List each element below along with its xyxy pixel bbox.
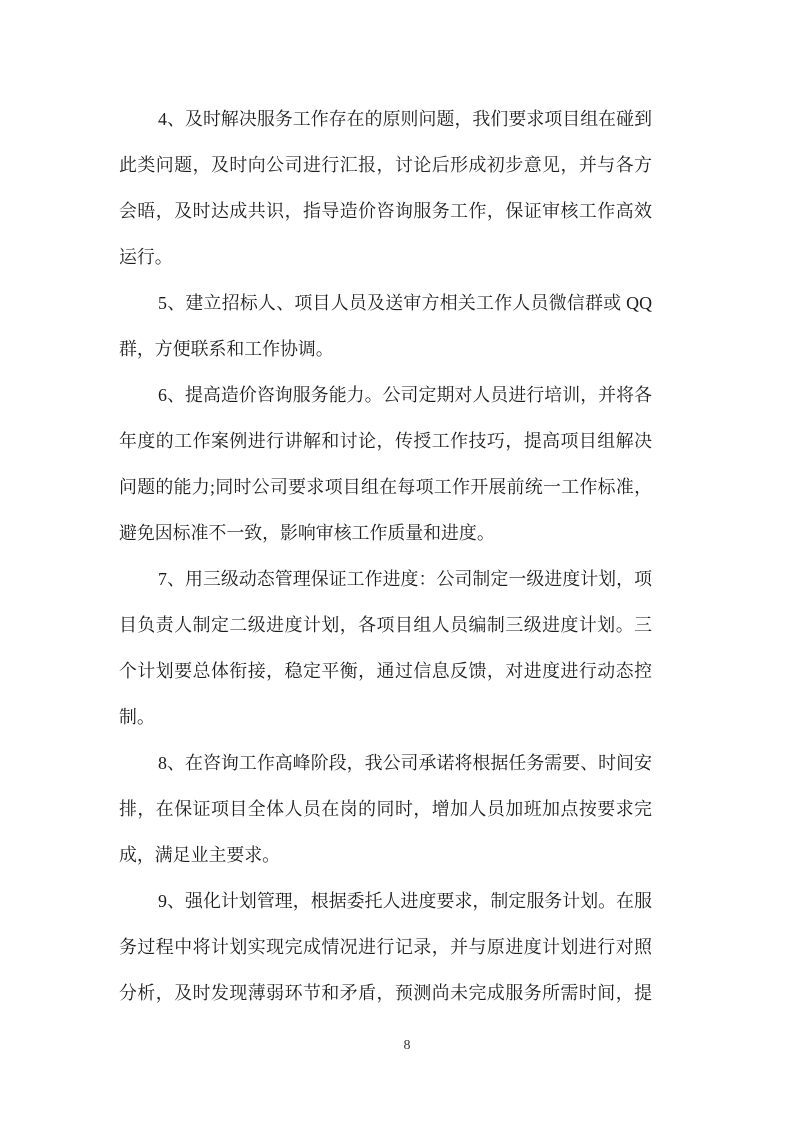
text-line: 6、提高造价咨询服务能力。公司定期对人员进行培训，并将各 (158, 385, 652, 405)
text-line: 9、强化计划管理，根据委托人进度要求，制定服务计划。在服 (158, 891, 652, 911)
paragraph (119, 280, 652, 372)
text-line: 运行。 (119, 247, 173, 267)
text-line: 分析，及时发现薄弱环节和矛盾，预测尚未完成服务所需时间，提 (119, 983, 652, 1003)
text-line: 会晤，及时达成共识，指导造价咨询服务工作，保证审核工作高效 (119, 201, 652, 221)
text-line: 务过程中将计划实现完成情况进行记录，并与原进度计划进行对照 (119, 937, 652, 957)
text-line: 4、及时解决服务工作存在的原则问题，我们要求项目组在碰到 (158, 109, 652, 129)
page-footer (0, 1038, 793, 1054)
text-line: 避免因标准不一致，影响审核工作质量和进度。 (119, 523, 495, 543)
text-line: 成，满足业主要求。 (119, 845, 281, 865)
paragraph (119, 96, 652, 280)
page-number: 8 (403, 1038, 411, 1053)
text-line: 制。 (119, 707, 155, 727)
text-line: 7、用三级动态管理保证工作进度：公司制定一级进度计划，项 (158, 569, 652, 589)
document-body (119, 96, 652, 1016)
text-line: 排，在保证项目全体人员在岗的同时，增加人员加班加点按要求完 (119, 799, 652, 819)
text-line: 个计划要总体衔接，稳定平衡，通过信息反馈，对进度进行动态控 (119, 661, 652, 681)
paragraph (119, 878, 652, 1016)
text-line: 5、建立招标人、项目人员及送审方相关工作人员微信群或 QQ (158, 293, 652, 313)
text-line: 年度的工作案例进行讲解和讨论，传授工作技巧，提高项目组解决 (119, 431, 652, 451)
paragraph (119, 740, 652, 878)
text-line: 群，方便联系和工作协调。 (119, 339, 334, 359)
text-line: 目负责人制定二级进度计划，各项目组人员编制三级进度计划。三 (119, 615, 652, 635)
paragraph (119, 556, 652, 740)
paragraph (119, 372, 652, 556)
text-line: 此类问题，及时向公司进行汇报，讨论后形成初步意见，并与各方 (119, 155, 652, 175)
text-line: 8、在咨询工作高峰阶段，我公司承诺将根据任务需要、时间安 (158, 753, 652, 773)
text-line: 问题的能力;同时公司要求项目组在每项工作开展前统一工作标准， (119, 477, 652, 497)
